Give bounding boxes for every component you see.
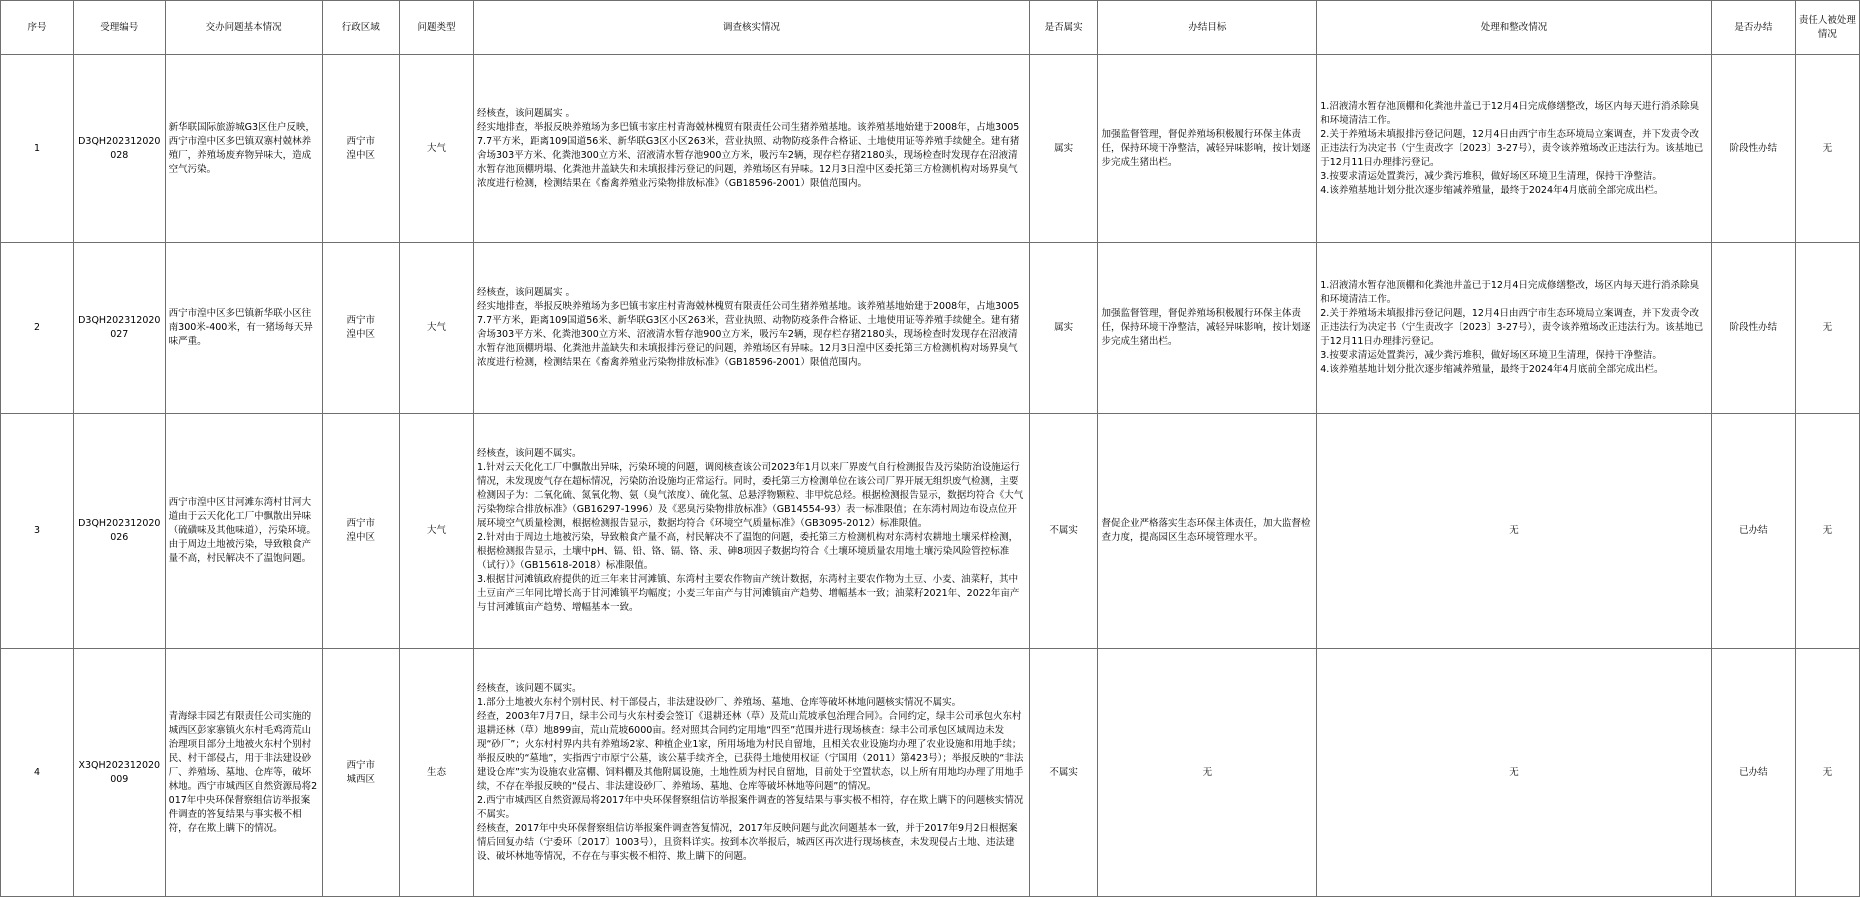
- cell-verified: 属实: [1029, 55, 1098, 243]
- cell-punish: 无: [1795, 55, 1859, 243]
- table-row: [1, 55, 1860, 243]
- cell-issue: 新华联国际旅游城G3区住户反映，西宁市湟中区多巴镇双寨村兢林养殖厂，养殖场废弃物异味大，造成空气污染。: [165, 55, 322, 243]
- header-punish: 责任人被处理情况: [1795, 1, 1859, 55]
- cell-done: 已办结: [1711, 649, 1795, 897]
- cell-type: 大气: [399, 243, 473, 414]
- header-handling: 处理和整改情况: [1317, 1, 1712, 55]
- cell-investigation: 经核查，该问题属实 。 经实地排查，举报反映养殖场为多巴镇韦家庄村青海兢林槐贸有限责任公司生猪养殖基地。该养殖基地始建于2008年，占地30057.7平方米，距离109国道56米、新华联G3区小区263米，营业执照、动物防疫条件合格证、土地使用证等养殖手续健全。建有猪舍场303平方米、化粪池300立方米、沼液清水暂存池900立方米，吸污车2辆，现存栏存猪2180头，现场检查时发现存在沼液清水暂存池顶棚坍塌、化粪池井盖缺失和未填报排污登记的问题，养殖场区有异味。12月3日湟中区委托第三方检测机构对场界臭气浓度进行检测，检测结果在《畜禽养殖业污染物排放标准》（GB18596-2001）限值范围内。: [474, 243, 1030, 414]
- header-case-id: 受理编号: [73, 1, 165, 55]
- header-no: 序号: [1, 1, 74, 55]
- cell-issue: 青海绿丰园艺有限责任公司实施的城西区彭家寨镇火东村毛鸡湾荒山治理项目部分土地被火东村个别村民、村干部侵占，用于非法建设砂厂、养殖场、墓地、仓库等，破坏林地。西宁市城西区自然资源局将2017年中央环保督察组信访举报案件调查的答复结果与事实极不相符，存在欺上瞒下的情况。: [165, 649, 322, 897]
- header-issue: 交办问题基本情况: [165, 1, 322, 55]
- header-done: 是否办结: [1711, 1, 1795, 55]
- cell-handling: 无: [1317, 649, 1712, 897]
- header-goal: 办结目标: [1098, 1, 1317, 55]
- header-verified: 是否属实: [1029, 1, 1098, 55]
- cell-handling: 1.沼液清水暂存池顶棚和化粪池井盖已于12月4日完成修缮整改，场区内每天进行消杀除臭和环境清洁工作。 2.关于养殖场未填报排污登记问题，12月4日由西宁市生态环境局立案调查，并下发责令改正违法行为决定书（宁生责改字〔2023〕3-27号），责令该养殖场改正违法行为。该基地已于12月11日办理排污登记。 3.按要求清运处置粪污，减少粪污堆积，做好场区环境卫生清理，保持干净整洁。 4.该养殖基地计划分批次逐步缩减养殖量，最终于2024年4月底前全部完成出栏。: [1317, 243, 1712, 414]
- cell-investigation: 经核查，该问题不属实。 1.针对云天化化工厂中飘散出异味，污染环境的问题，调阅核查该公司2023年1月以来厂界废气自行检测报告及污染防治设施运行情况，未发现废气存在超标情况，污染防治设施均正常运行。同时，委托第三方检测单位在该公司厂界开展无组织废气检测，主要检测因子为：二氧化硫、氮氧化物、氨（臭气浓度）、硫化氢、总悬浮物颗粒、非甲烷总烃。根据检测报告显示，数据均符合《大气污染物综合排放标准》（GB16297-1996）及《恶臭污染物排放标准》（GB14554-93）表一标准限值；在东湾村周边布设点位开展环境空气质量检测，根据检测报告显示，数据均符合《环境空气质量标准》（GB3095-2012）标准限值。 2.针对由于周边土地被污染，导致粮食产量不高，村民解决不了温饱的问题，委托第三方检测机构对东湾村农耕地土壤采样检测，根据检测报告显示，土壤中pH、镉、铅、铬、镉、铬、汞、砷8项因子数据均符合《土壤环境质量农用地土壤污染风险管控标准（试行）》（GB15618-2018）标准限值。 3.根据甘河滩镇政府提供的近三年来甘河滩镇、东湾村主要农作物亩产统计数据，东湾村主要农作物为土豆、小麦、油菜籽，其中土豆亩产三年同比增长高于甘河滩镇平均幅度；小麦三年亩产与甘河滩镇亩产趋势、增幅基本一致；油菜籽2021年、2022年亩产与甘河滩镇亩产趋势、增幅基本一致。: [474, 414, 1030, 649]
- cell-goal: 无: [1098, 649, 1317, 897]
- cell-goal: 加强监督管理，督促养殖场积极履行环保主体责任，保持环境干净整洁，减轻异味影响，按计划逐步完成生猪出栏。: [1098, 243, 1317, 414]
- cell-verified: 不属实: [1029, 414, 1098, 649]
- cell-region: 西宁市 湟中区: [322, 243, 399, 414]
- header-type: 问题类型: [399, 1, 473, 55]
- cell-no: 4: [1, 649, 74, 897]
- table-row: [1, 649, 1860, 897]
- cell-done: 阶段性办结: [1711, 243, 1795, 414]
- cell-no: 3: [1, 414, 74, 649]
- cell-case-id: D3QH202312020027: [73, 243, 165, 414]
- cell-done: 已办结: [1711, 414, 1795, 649]
- cell-region: 西宁市 城西区: [322, 649, 399, 897]
- cell-case-id: X3QH202312020009: [73, 649, 165, 897]
- header-row: [1, 1, 1860, 55]
- cell-no: 1: [1, 55, 74, 243]
- table-row: [1, 243, 1860, 414]
- cell-case-id: D3QH202312020026: [73, 414, 165, 649]
- header-region: 行政区域: [322, 1, 399, 55]
- cell-verified: 不属实: [1029, 649, 1098, 897]
- cell-type: 大气: [399, 55, 473, 243]
- cell-done: 阶段性办结: [1711, 55, 1795, 243]
- cell-handling: 1.沼液清水暂存池顶棚和化粪池井盖已于12月4日完成修缮整改，场区内每天进行消杀除臭和环境清洁工作。 2.关于养殖场未填报排污登记问题，12月4日由西宁市生态环境局立案调查，并下发责令改正违法行为决定书（宁生责改字〔2023〕3-27号），责令该养殖场改正违法行为。该基地已于12月11日办理排污登记。 3.按要求清运处置粪污，减少粪污堆积，做好场区环境卫生清理，保持干净整洁。 4.该养殖基地计划分批次逐步缩减养殖量，最终于2024年4月底前全部完成出栏。: [1317, 55, 1712, 243]
- cell-issue: 西宁市湟中区甘河滩东湾村甘河大道由于云天化化工厂中飘散出异味（硫磺味及其他味道），污染环境。由于周边土地被污染，导致粮食产量不高，村民解决不了温饱问题。: [165, 414, 322, 649]
- cell-investigation: 经核查，该问题不属实。 1.部分土地被火东村个别村民、村干部侵占，非法建设砂厂、养殖场、墓地、仓库等破坏林地问题核实情况不属实。 经查，2003年7月7日，绿丰公司与火东村委会签订《退耕还林（草）及荒山荒坡承包治理合同》。合同约定，绿丰公司承包火东村退耕还林（草）地899亩，荒山荒坡6000亩。经对照其合同约定用地“四至”范围并进行现场核查：绿丰公司承包区域周边未发现“砂厂”；火东村村界内共有养殖场2家、种植企业1家，所用场地为村民自留地，且相关农业设施均办理了农业设施和用地手续；举报反映的“墓地”，实指西宁市原宁公墓，该公墓手续齐全，已获得土地使用权证（宁国用（2011）第423号）；举报反映的“非法建设仓库”实为设施农业富棚、饲料棚及其他附属设施，土地性质为村民自留地，目前处于空置状态，以上所有用地均办理了用地手续，不存在举报反映的“侵占、非法建设砂厂、养殖场、墓地、仓库等破坏林地等问题”的情况。 2.西宁市城西区自然资源局将2017年中央环保督察组信访举报案件调查的答复结果与事实极不相符，存在欺上瞒下的问题核实情况不属实。 经核查，2017年中央环保督察组信访举报案件调查答复情况，2017年反映问题与此次问题基本一致，并于2017年9月2日根据案情后回复办结（宁委环〔2017〕1003号），且资料详实。按到本次举报后，城西区再次进行现场核查，未发现侵占土地、违法建设、破坏林地等情况，不存在与事实极不相符、欺上瞒下的问题。: [474, 649, 1030, 897]
- cell-punish: 无: [1795, 649, 1859, 897]
- cell-punish: 无: [1795, 243, 1859, 414]
- cell-no: 2: [1, 243, 74, 414]
- cell-type: 生态: [399, 649, 473, 897]
- cell-handling: 无: [1317, 414, 1712, 649]
- cell-goal: 加强监督管理，督促养殖场积极履行环保主体责任，保持环境干净整洁，减轻异味影响，按计划逐步完成生猪出栏。: [1098, 55, 1317, 243]
- cell-region: 西宁市 湟中区: [322, 55, 399, 243]
- cell-investigation: 经核查，该问题属实 。 经实地排查，举报反映养殖场为多巴镇韦家庄村青海兢林槐贸有限责任公司生猪养殖基地。该养殖基地始建于2008年，占地30057.7平方米，距离109国道56米、新华联G3区小区263米，营业执照、动物防疫条件合格证、土地使用证等养殖手续健全。建有猪舍场303平方米、化粪池300立方米、沼液清水暂存池900立方米，吸污车2辆，现存栏存猪2180头，现场检查时发现存在沼液清水暂存池顶棚坍塌、化粪池井盖缺失和未填报排污登记的问题，养殖场区有异味。12月3日湟中区委托第三方检测机构对场界臭气浓度进行检测，检测结果在《畜禽养殖业污染物排放标准》（GB18596-2001）限值范围内。: [474, 55, 1030, 243]
- cell-punish: 无: [1795, 414, 1859, 649]
- cell-case-id: D3QH202312020028: [73, 55, 165, 243]
- table-row: [1, 414, 1860, 649]
- cell-goal: 督促企业严格落实生态环保主体责任，加大监督检查力度，提高园区生态环境管理水平。: [1098, 414, 1317, 649]
- cell-verified: 属实: [1029, 243, 1098, 414]
- cell-issue: 西宁市湟中区多巴镇新华联小区往南300米-400米，有一猪场每天异味严重。: [165, 243, 322, 414]
- header-investigation: 调查核实情况: [474, 1, 1030, 55]
- cell-region: 西宁市 湟中区: [322, 414, 399, 649]
- cell-type: 大气: [399, 414, 473, 649]
